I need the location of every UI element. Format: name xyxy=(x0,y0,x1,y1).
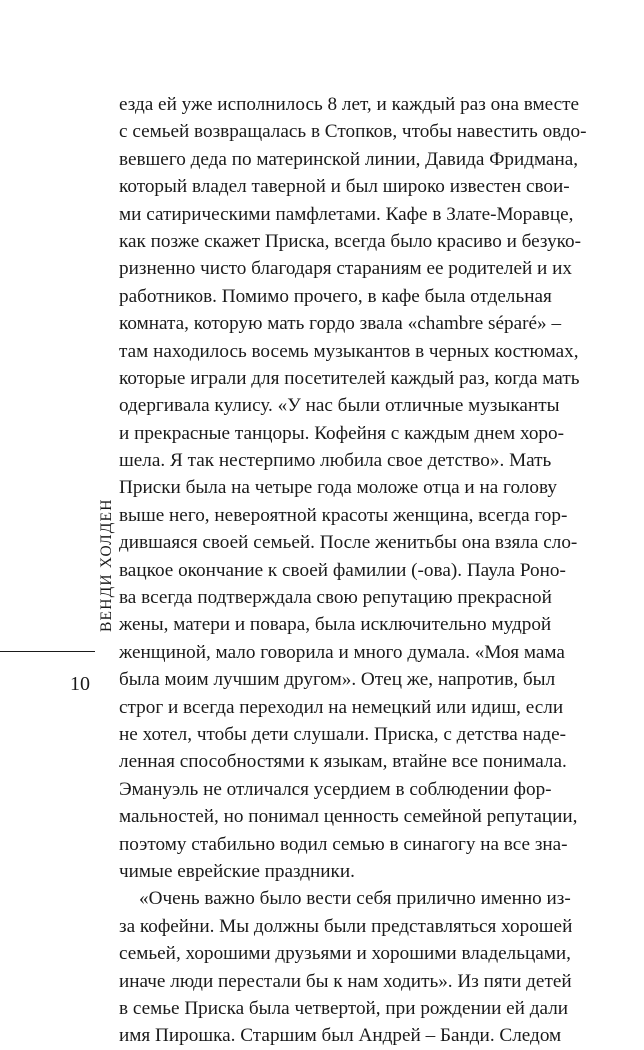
text-line: там находилось восемь музыкантов в черных костюмах, xyxy=(119,340,579,362)
text-line: работников. Помимо прочего, в кафе была отдельная xyxy=(119,285,552,307)
text-line: Приски была на четыре года моложе отца и на голову xyxy=(119,477,557,499)
text-line: езда ей уже исполнилось 8 лет, и каждый раз она вместе xyxy=(119,94,580,115)
text-line: с семьей возвращалась в Стопков, чтобы навестить овдо- xyxy=(119,121,587,143)
text-line: и прекрасные танцоры. Кофейня с каждым днем хоро- xyxy=(119,422,564,444)
text-line: иначе люди перестали бы к нам ходить». Из пяти детей xyxy=(119,970,572,992)
text-line: не хотел, чтобы дети слушали. Приска, с детства наде- xyxy=(119,723,567,745)
text-line: комната, которую мать гордо звала «chambre séparé» – xyxy=(119,313,562,335)
text-line: ленная способностями к языкам, втайне все понимала. xyxy=(119,751,567,773)
text-line: женщиной, мало говорила и много думала. «Моя мама xyxy=(119,641,565,663)
text-line: которые играли для посетителей каждый раз, когда мать xyxy=(119,367,580,389)
text-line: как позже скажет Приска, всегда было красиво и безуко- xyxy=(119,230,582,252)
text-line: выше него, невероятной красоты женщина, всегда гор- xyxy=(119,504,568,526)
text-line: ми сатирическими памфлетами. Кафе в Злате-Моравце, xyxy=(119,203,574,225)
text-line: вацкое окончание к своей фамилии (-ова). Паула Роно- xyxy=(119,559,566,581)
text-line: жены, матери и повара, была исключительно мудрой xyxy=(119,614,552,636)
text-line: в семье Приска была четвертой, при рождении ей дали xyxy=(119,997,569,1019)
page-number: 10 xyxy=(70,673,90,695)
text-line: семьей, хорошими друзьями и хорошими владельцами, xyxy=(119,943,571,965)
text-line: вевшего деда по материнской линии, Давида Фридмана, xyxy=(119,148,579,170)
text-line: одергивала кулису. «У нас были отличные музыканты xyxy=(119,395,560,417)
text-line: строг и всегда переходил на немецкий или идиш, если xyxy=(119,696,564,718)
text-line: имя Пирошка. Старшим был Андрей – Банди. Следом xyxy=(119,1025,562,1047)
running-head: ВЕНДИ ХОЛДЕН xyxy=(98,498,115,632)
text-line: который владел таверной и был широко известен свои- xyxy=(119,176,570,198)
body-text xyxy=(119,91,587,1050)
text-line: Эмануэль не отличался усердием в соблюдении фор- xyxy=(119,778,552,800)
text-line: за кофейни. Мы должны были представляться хорошей xyxy=(119,915,573,937)
text-line: ризненно чисто благодаря стараниям ее родителей и их xyxy=(119,258,572,280)
text-line: ва всегда подтверждала свою репутацию прекрасной xyxy=(119,587,552,609)
margin-rule xyxy=(0,651,95,652)
text-line: дившаяся своей семьей. После женитьбы она взяла сло- xyxy=(119,532,578,554)
text-line: шела. Я так нестерпимо любила свое детство». Мать xyxy=(119,450,552,472)
text-line: «Очень важно было вести себя прилично именно из- xyxy=(139,888,571,910)
text-line: чимые еврейские праздники. xyxy=(119,860,355,882)
text-line: была моим лучшим другом». Отец же, напротив, был xyxy=(119,669,556,691)
text-line: поэтому стабильно водил семью в синагогу на все зна- xyxy=(119,833,568,855)
text-line: мальностей, но понимал ценность семейной репутации, xyxy=(119,806,578,828)
